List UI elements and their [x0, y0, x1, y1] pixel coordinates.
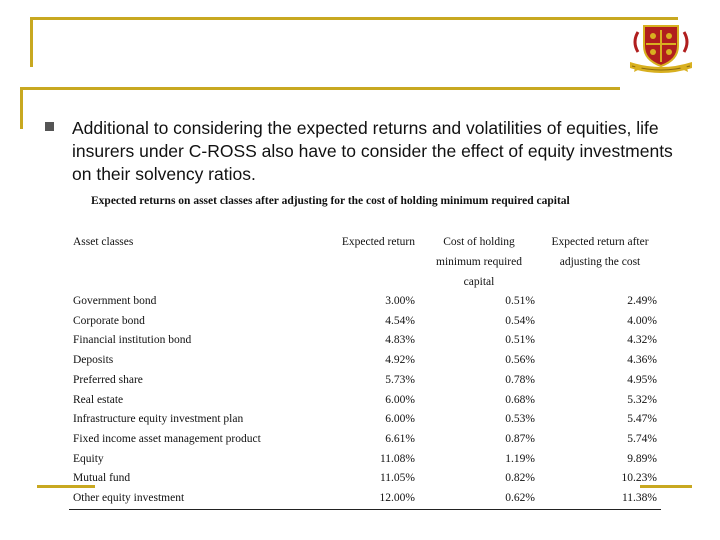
table-row: [69, 489, 661, 509]
table-row: [69, 371, 661, 391]
cell-asset-class: Fixed income asset management product: [73, 432, 261, 445]
cell-adjusted-return: 2.49%: [627, 295, 657, 307]
cell-cost: 0.82%: [505, 472, 535, 485]
cell-cost: 1.19%: [505, 452, 535, 465]
header-expected-return: Expected return: [341, 236, 415, 248]
table-row: [69, 292, 661, 312]
cell-expected-return: 6.00%: [385, 413, 415, 426]
intro-paragraph: Additional to considering the expected returns and volatilities of equities, life insurers under C-ROSS also have to consider the effect of equity investments on their solvency ratios.: [72, 118, 673, 184]
header-asset-classes: Asset classes: [73, 236, 134, 248]
cell-cost: 0.53%: [505, 413, 535, 426]
cell-expected-return: 6.00%: [385, 393, 415, 406]
cell-expected-return: 6.61%: [385, 432, 415, 445]
table-row: [69, 430, 661, 450]
content-frame-rule-vertical: [20, 87, 23, 129]
cell-cost: 0.51%: [505, 295, 535, 307]
cell-adjusted-return: 11.38%: [539, 489, 661, 509]
cell-cost: 0.54%: [505, 314, 535, 327]
cell-asset-class: Equity: [73, 452, 104, 465]
cell-adjusted-return: 4.36%: [627, 354, 657, 367]
table-title-text: Expected returns on asset classes after adjusting for the cost of holding minimum required capital: [91, 195, 570, 207]
cell-asset-class: Financial institution bond: [73, 334, 192, 347]
cell-cost: 0.62%: [419, 489, 539, 509]
cell-adjusted-return: 9.89%: [627, 452, 657, 465]
table-row: [69, 331, 661, 351]
cell-adjusted-return: 4.00%: [627, 314, 657, 327]
header-cost-of-capital: Cost of holding minimum required capital: [436, 236, 522, 288]
cell-asset-class: Infrastructure equity investment plan: [73, 413, 244, 426]
cell-asset-class: Mutual fund: [73, 472, 131, 485]
cell-cost: 0.68%: [505, 393, 535, 406]
cell-adjusted-return: 10.23%: [621, 472, 657, 485]
cell-adjusted-return: 5.32%: [627, 393, 657, 406]
cell-adjusted-return: 5.47%: [627, 413, 657, 426]
cell-cost: 0.78%: [505, 373, 535, 386]
table-row: [69, 469, 661, 489]
top-frame-rule: [30, 17, 678, 20]
table-row: [69, 312, 661, 332]
cell-adjusted-return: 4.32%: [627, 334, 657, 347]
cell-cost: 0.87%: [505, 432, 535, 445]
cell-expected-return: 4.54%: [385, 314, 415, 327]
cell-asset-class: Real estate: [73, 393, 124, 406]
cell-cost: 0.56%: [505, 354, 535, 367]
cell-expected-return: 11.05%: [379, 472, 415, 485]
cell-asset-class: Deposits: [73, 354, 114, 367]
table-row: [69, 410, 661, 430]
top-frame-rule-vertical: [30, 17, 33, 67]
square-bullet-icon: [45, 122, 54, 131]
header-adjusted-return: Expected return after adjusting the cost: [551, 236, 649, 268]
cell-adjusted-return: 5.74%: [627, 432, 657, 445]
university-crest-icon: [626, 22, 696, 78]
cell-asset-class: Government bond: [73, 295, 157, 307]
cell-expected-return: 4.83%: [385, 334, 415, 347]
table-title: [91, 195, 651, 207]
cell-asset-class: Corporate bond: [73, 314, 145, 327]
cell-cost: 0.51%: [505, 334, 535, 347]
cell-expected-return: 5.73%: [385, 373, 415, 386]
cell-asset-class: Other equity investment: [69, 489, 319, 509]
table-row: [69, 351, 661, 371]
content-frame-rule: [20, 87, 620, 90]
cell-expected-return: 11.08%: [379, 452, 415, 465]
cell-expected-return: 3.00%: [385, 295, 415, 307]
table-row: [69, 450, 661, 470]
cell-expected-return: 12.00%: [319, 489, 419, 509]
table-row: [69, 391, 661, 411]
cell-asset-class: Preferred share: [73, 373, 143, 386]
cell-expected-return: 4.92%: [385, 354, 415, 367]
cell-adjusted-return: 4.95%: [627, 373, 657, 386]
table-header-row: [69, 232, 661, 292]
returns-table: [69, 232, 661, 510]
